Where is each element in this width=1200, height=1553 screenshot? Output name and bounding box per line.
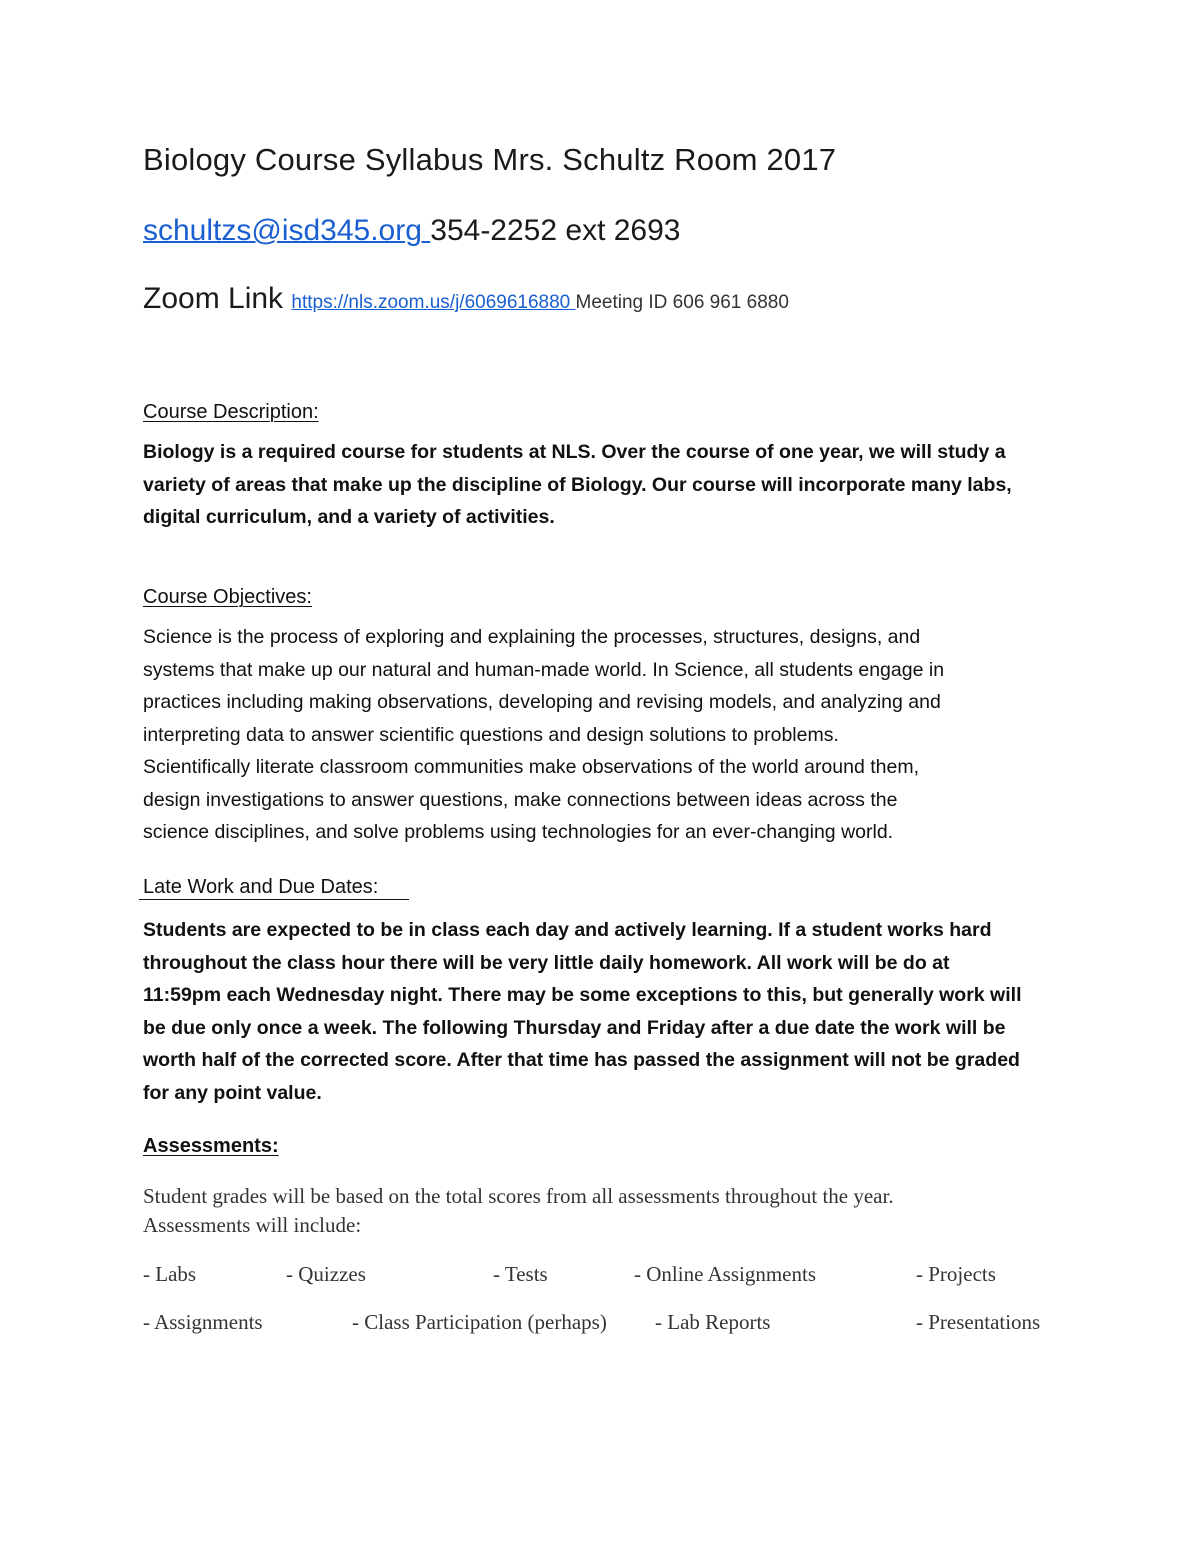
paragraph-line: systems that make up our natural and human-made world. In Science, all students engage in (143, 658, 945, 681)
paragraph-line: variety of areas that make up the discipline of Biology. Our course will incorporate many labs, (143, 473, 1012, 496)
course-objectives-text (143, 621, 1073, 849)
paragraph-line: interpreting data to answer scientific questions and design solutions to problems. (143, 723, 839, 746)
paragraph-line: Assessments will include: (143, 1213, 362, 1237)
zoom-line (143, 282, 789, 316)
zoom-link[interactable]: https://nls.zoom.us/j/6069616880 (291, 292, 576, 313)
paragraph-line: practices including making observations, developing and revising models, and analyzing and (143, 691, 941, 713)
assessment-item-labs: - Labs (143, 1262, 197, 1286)
assessment-item-online-assignments: - Online Assignments (634, 1262, 816, 1286)
paragraph-line: be due only once a week. The following Thursday and Friday after a due date the work will be (143, 1016, 1006, 1039)
assessment-item-class-participation: - Class Participation (perhaps) (352, 1310, 607, 1334)
phone-number: 354-2252 ext 2693 (430, 214, 681, 247)
assessment-item-tests: - Tests (493, 1262, 548, 1286)
late-work-heading: Late Work and Due Dates: (143, 876, 379, 898)
email-link[interactable]: schultzs@isd345.org (143, 214, 431, 247)
assessments-heading: Assessments: (143, 1135, 279, 1157)
paragraph-line: throughout the class hour there will be very little daily homework. All work will be do at (143, 951, 950, 974)
assessment-item-presentations: - Presentations (916, 1310, 1041, 1334)
meeting-id: Meeting ID 606 961 6880 (575, 292, 789, 313)
paragraph-line: Science is the process of exploring and explaining the processes, structures, designs, and (143, 626, 921, 648)
paragraph-line: worth half of the corrected score. After that time has passed the assignment will not be graded (143, 1049, 1020, 1071)
late-work-text (143, 914, 1073, 1109)
contact-line (143, 214, 680, 248)
assessment-item-assignments: - Assignments (143, 1310, 263, 1334)
course-description-text (143, 436, 1073, 534)
paragraph-line: design investigations to answer questions, make connections between ideas across the (143, 788, 898, 811)
paragraph-line: digital curriculum, and a variety of activities. (143, 506, 555, 528)
heading-underline (139, 899, 409, 900)
paragraph-line: 11:59pm each Wednesday night. There may be some exceptions to this, but generally work will (143, 984, 1022, 1006)
course-description-heading: Course Description: (143, 401, 319, 423)
assessment-item-projects: - Projects (916, 1262, 996, 1286)
assessment-item-quizzes: - Quizzes (286, 1262, 366, 1286)
assessments-text (143, 1182, 894, 1240)
paragraph-line: Scientifically literate classroom communities make observations of the world around them, (143, 756, 920, 778)
paragraph-line: Biology is a required course for students at NLS. Over the course of one year, we will study a (143, 441, 1006, 463)
paragraph-line: Students are expected to be in class each day and actively learning. If a student works hard (143, 919, 992, 941)
zoom-label: Zoom Link (143, 282, 292, 315)
course-objectives-heading: Course Objectives: (143, 586, 312, 608)
paragraph-line: Student grades will be based on the total scores from all assessments throughout the year. (143, 1184, 894, 1208)
assessment-item-lab-reports: - Lab Reports (655, 1310, 771, 1334)
paragraph-line: for any point value. (143, 1081, 322, 1104)
page-title: Biology Course Syllabus Mrs. Schultz Room 2017 (143, 142, 837, 177)
paragraph-line: science disciplines, and solve problems using technologies for an ever-changing world. (143, 821, 894, 843)
